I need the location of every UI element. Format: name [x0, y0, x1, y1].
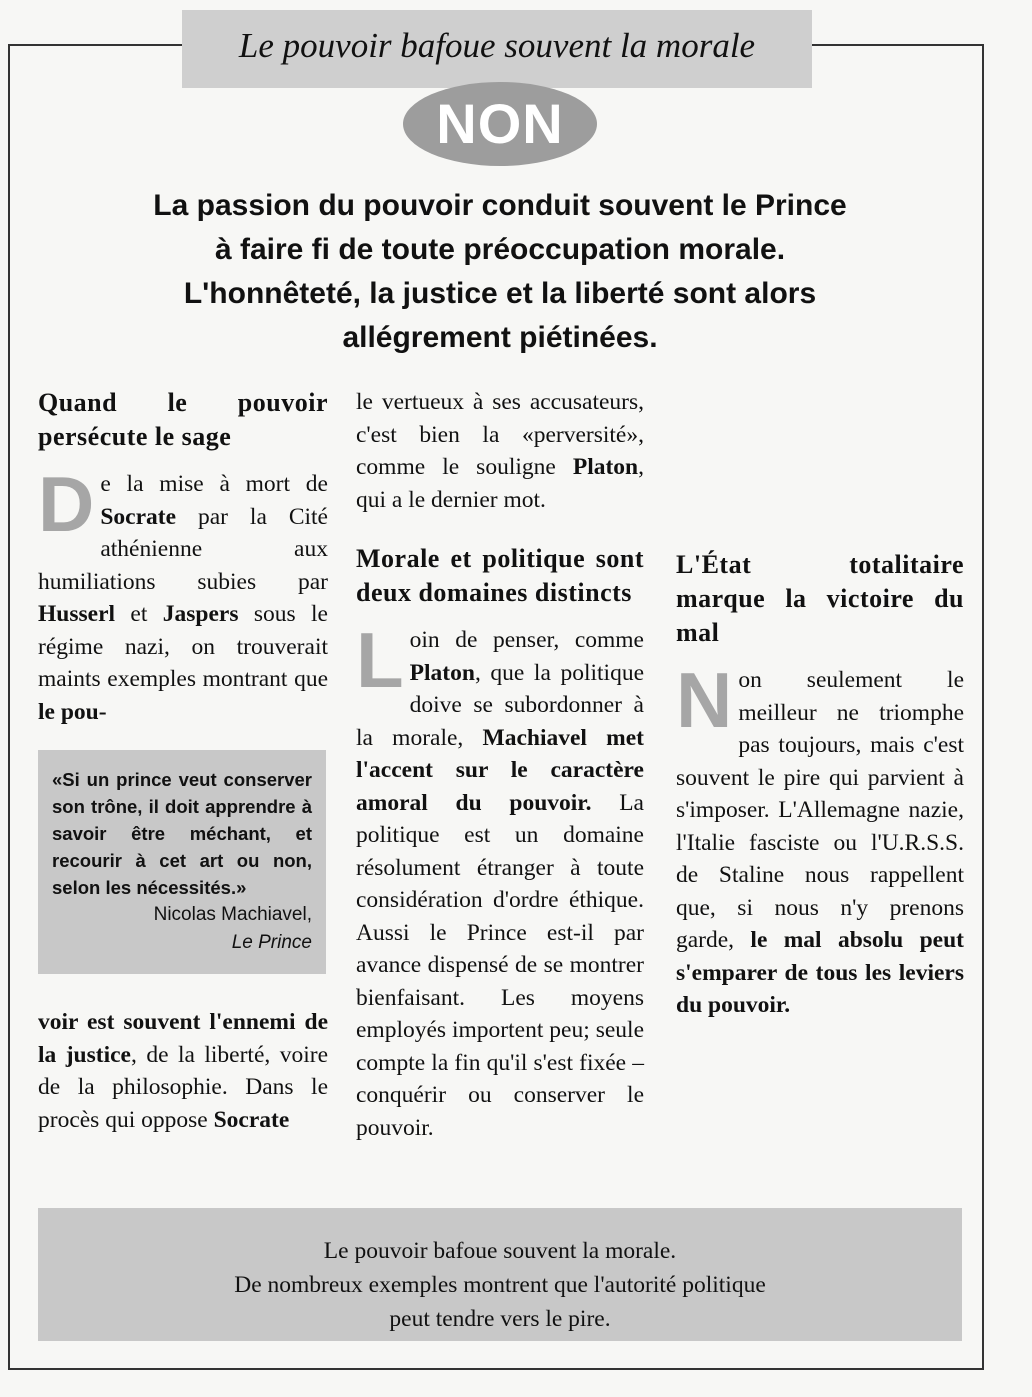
frame-left-line [8, 44, 10, 1369]
quote-author: Nicolas Machiavel, [153, 904, 312, 925]
section-3-heading: L'État totalitaire marque la victoire du mal [676, 550, 964, 647]
column-1-continued [38, 1006, 328, 1136]
summary-box [38, 1208, 962, 1341]
column-3-main [676, 548, 964, 1022]
lead-line: allégrement piétinées. [342, 321, 658, 354]
lead-line: à faire fi de toute préoccupation morale. [214, 233, 786, 266]
section-2-body: Loin de penser, comme Platon, que la politique doive se subordonner à la morale, Machiavel met l'accent sur le caractère amoral du pouvoir. La politique est un domaine résolument étranger à toute considération d'ordre éthique. Aussi le Prince est-il par avance dispensé de se montrer bienfaisant. Les moyens employés importent peu; seule compte la fin qu'il s'est fixée – conquérir ou conserver le pouvoir. [356, 616, 644, 1141]
section-2-heading: Morale et politique sont deux domaines distincts [356, 544, 644, 607]
dropcap-d: D [38, 460, 95, 548]
section-3-body: Non seulement le meilleur ne triomphe pas toujours, mais c'est souvent le pire qui parvient à s'imposer. L'Allemagne nazie, l'Italie fasciste ou l'U.R.S.S. de Staline nous rappellent que, si nous n'y prenons garde, le mal absolu peut s'emparer de tous les leviers du pouvoir. [676, 656, 964, 1018]
summary-line: De nombreux exemples montrent que l'autorité politique [234, 1272, 766, 1298]
page-title: Le pouvoir bafoue souvent la morale [238, 26, 756, 65]
section-1-body-end: le vertueux à ses accusateurs, c'est bien la «perversité», comme le souligne Platon, qui a le dernier mot. [356, 389, 644, 513]
quote-book: Le Prince [231, 932, 312, 953]
dropcap-n: N [676, 656, 733, 744]
non-badge [403, 82, 597, 166]
lead-paragraph [120, 184, 880, 360]
column-1 [38, 386, 328, 728]
section-1-heading: Quand le pouvoir persécute le sage [38, 388, 328, 451]
summary-line: Le pouvoir bafoue souvent la morale. [323, 1238, 677, 1264]
quote-text: «Si un prince veut conserver son trône, il doit apprendre à savoir être méchant, et recourir à cet art ou non, selon les nécessités.» [52, 769, 312, 898]
column-2 [356, 386, 644, 1144]
dropcap-l: L [356, 616, 404, 704]
frame-right-line [982, 44, 984, 1369]
lead-line: L'honnêteté, la justice et la liberté sont alors [183, 277, 817, 310]
frame-bottom-line [8, 1368, 984, 1370]
section-1-body: De la mise à mort de Socrate par la Cité athénienne aux humiliations subies par Husserl et Jaspers sous le régime nazi, on trouverait maints exemples montrant que le pou- [38, 460, 328, 725]
non-badge-label: NON [436, 92, 564, 155]
lead-line: La passion du pouvoir conduit souvent le Prince [153, 189, 847, 222]
quote-box [38, 750, 326, 974]
section-1-body-continued: voir est souvent l'ennemi de la justice, de la liberté, voire de la philosophie. Dans le procès qui oppose Socrate [38, 1009, 328, 1133]
summary-line: peut tendre vers le pire. [389, 1306, 611, 1332]
title-band [182, 10, 812, 88]
